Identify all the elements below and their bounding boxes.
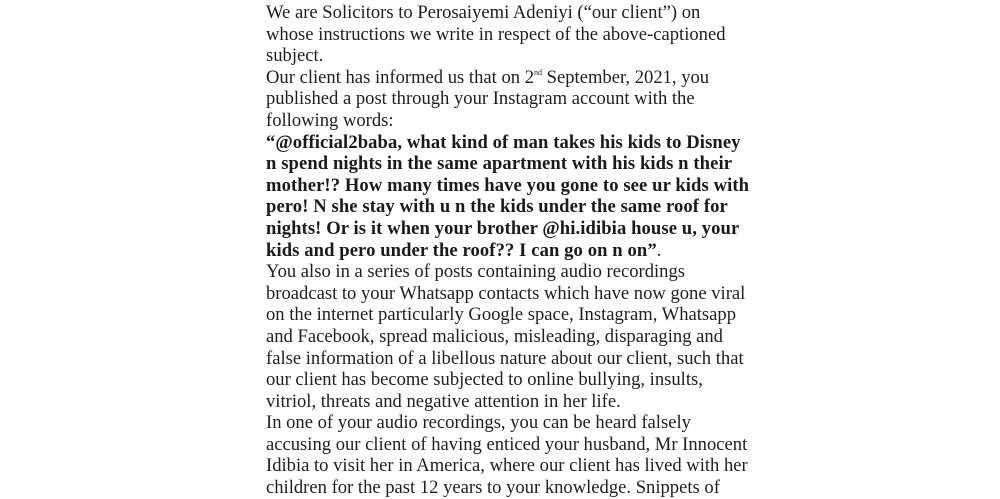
- audio-recording-paragraph: [266, 412, 766, 498]
- quote-line: [266, 240, 766, 262]
- text-line: You also in a series of posts containing audio recordings: [266, 261, 685, 283]
- quote-line: n spend nights in the same apartment with his kids n their: [266, 153, 733, 175]
- instagram-post-paragraph: [266, 67, 766, 132]
- text-line: following words:: [266, 109, 394, 131]
- text-line: whose instructions we write in respect of the above-captioned: [266, 23, 726, 45]
- quote-line: “@official2baba, what kind of man takes his kids to Disney: [266, 131, 741, 153]
- text-line: Idibia to visit her in America, where our client has lived with her: [266, 455, 748, 477]
- text-line: our client has become subjected to online bullying, insults,: [266, 369, 703, 391]
- text-line: We are Solicitors to Perosaiyemi Adeniyi (“our client”) on: [266, 2, 701, 23]
- date-prefix: Our client has informed us that on 2: [266, 66, 535, 88]
- quote-line: nights! Or is it when your brother @hi.idibia house u, your: [266, 217, 740, 239]
- text-line: and Facebook, spread malicious, misleading, disparaging and: [266, 325, 723, 347]
- quote-line: pero! N she stay with u n the kids under the same roof for: [266, 196, 728, 218]
- text-line: broadcast to your Whatsapp contacts which have now gone viral: [266, 282, 746, 304]
- quote-period: .: [656, 239, 662, 261]
- quoted-post: [266, 132, 766, 262]
- letter-body: [266, 2, 766, 499]
- ordinal-suffix: nd: [534, 67, 543, 77]
- text-line: subject.: [266, 45, 324, 67]
- text-line: In one of your audio recordings, you can be heard falsely: [266, 412, 691, 434]
- quote-end: kids and pero under the roof?? I can go on n on”: [266, 239, 657, 261]
- audio-broadcast-paragraph: [266, 261, 766, 412]
- text-line: children for the past 12 years to your knowledge. Snippets of: [266, 477, 720, 499]
- text-line: [266, 67, 766, 89]
- quote-line: mother!? How many times have you gone to see ur kids with: [266, 174, 750, 196]
- text-line: vitriol, threats and negative attention in her life.: [266, 390, 621, 412]
- date-suffix: September, 2021, you: [542, 66, 710, 88]
- text-line: on the internet particularly Google space, Instagram, Whatsapp: [266, 304, 737, 326]
- text-line: accusing our client of having enticed your husband, Mr Innocent: [266, 433, 748, 455]
- text-line: published a post through your Instagram account with the: [266, 88, 695, 110]
- text-line: false information of a libellous nature about our client, such that: [266, 347, 744, 369]
- intro-paragraph: [266, 2, 766, 67]
